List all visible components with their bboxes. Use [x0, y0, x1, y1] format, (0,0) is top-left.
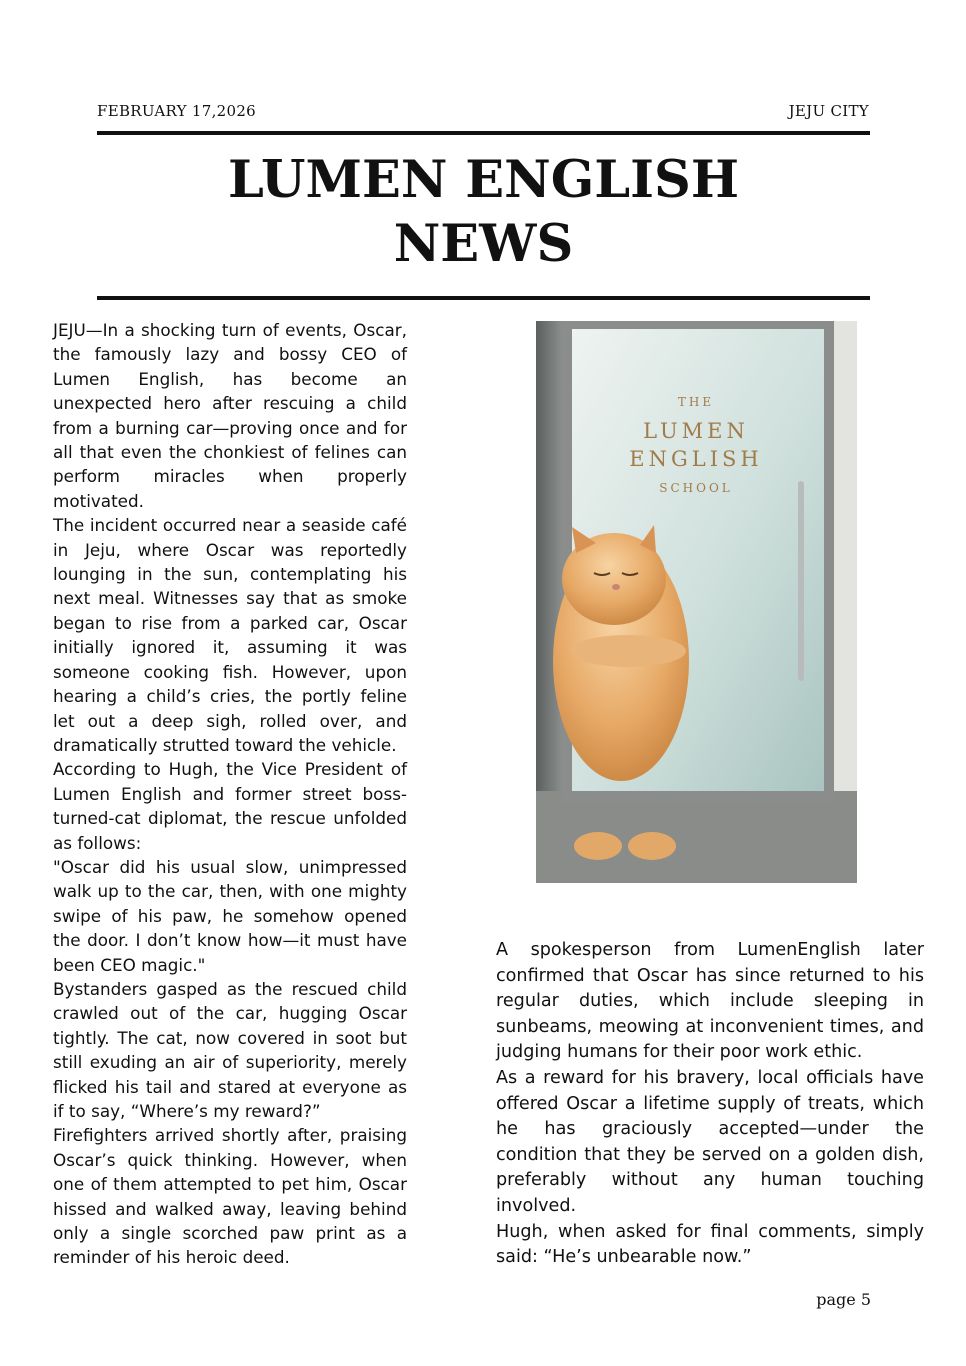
door-sign-line-1: THE [677, 395, 715, 409]
article-paragraph: The incident occurred near a seaside café in Jeju, where Oscar was reportedly lounging in the sun, contemplating his next meal. Witnesses say that as smoke began to rise from a parked car, Oscar initially ignored it, assuming it was someone cooking fish. However, upon hearing a child’s cries, the portly feline let out a deep sigh, rolled over, and dramatically strutted toward the vehicle. [53, 515, 407, 755]
door-sign-line-2: LUMEN [643, 419, 749, 443]
article-right-column [496, 938, 924, 1271]
masthead-bottom-rule [97, 296, 870, 300]
dateline-city: JEJU CITY [788, 102, 869, 120]
masthead-line-2: NEWS [393, 214, 574, 274]
issue-date: FEBRUARY 17,2026 [97, 102, 257, 120]
article-paragraph: As a reward for his bravery, local officials have offered Oscar a lifetime supply of treats, which he has graciously accepted—under the condition that they be served on a golden dish, preferably without any human touching involved. [496, 1067, 924, 1216]
article-paragraph: Firefighters arrived shortly after, praising Oscar’s quick thinking. However, when one of them attempted to pet him, Oscar hissed and walked away, leaving behind only a single scorched paw print as a reminder of his heroic deed. [53, 1125, 407, 1268]
article-photo [536, 321, 857, 883]
article-left-column [53, 318, 407, 1270]
article-paragraph: "Oscar did his usual slow, unimpressed walk up to the car, then, with one mighty swipe of his paw, he somehow opened the door. I don’t know how—it must have been CEO magic." [53, 856, 407, 975]
masthead-title [97, 148, 870, 276]
door-sign-line-4: SCHOOL [659, 481, 733, 495]
article-paragraph: JEJU—In a shocking turn of events, Oscar, the famously lazy and bossy CEO of Lumen English, has become an unexpected hero after rescuing a child from a burning car—proving once and for all that even the chonkiest of felines can perform miracles when properly motivated. [53, 320, 407, 511]
article-paragraph: Bystanders gasped as the rescued child crawled out of the car, hugging Oscar tightly. The cat, now covered in soot but still exuding an air of superiority, merely flicked his tail and stared at everyone as if to say, “Where’s my reward?” [53, 978, 407, 1121]
page-number: page 5 [816, 1290, 871, 1309]
masthead-line-1: LUMEN ENGLISH [227, 150, 740, 210]
masthead-top-rule [97, 131, 870, 135]
cat-at-school-door-illustration [536, 321, 857, 883]
article-paragraph: Hugh, when asked for final comments, simply said: “He’s unbearable now.” [496, 1221, 924, 1268]
door-sign-line-3: ENGLISH [629, 447, 763, 471]
article-paragraph: A spokesperson from LumenEnglish later confirmed that Oscar has since returned to his regular duties, which include sleeping in sunbeams, meowing at inconvenient times, and judging humans for their poor work ethic. [496, 940, 924, 1063]
article-paragraph: According to Hugh, the Vice President of Lumen English and former street boss-turned-cat diplomat, the rescue unfolded as follows: [53, 759, 407, 853]
